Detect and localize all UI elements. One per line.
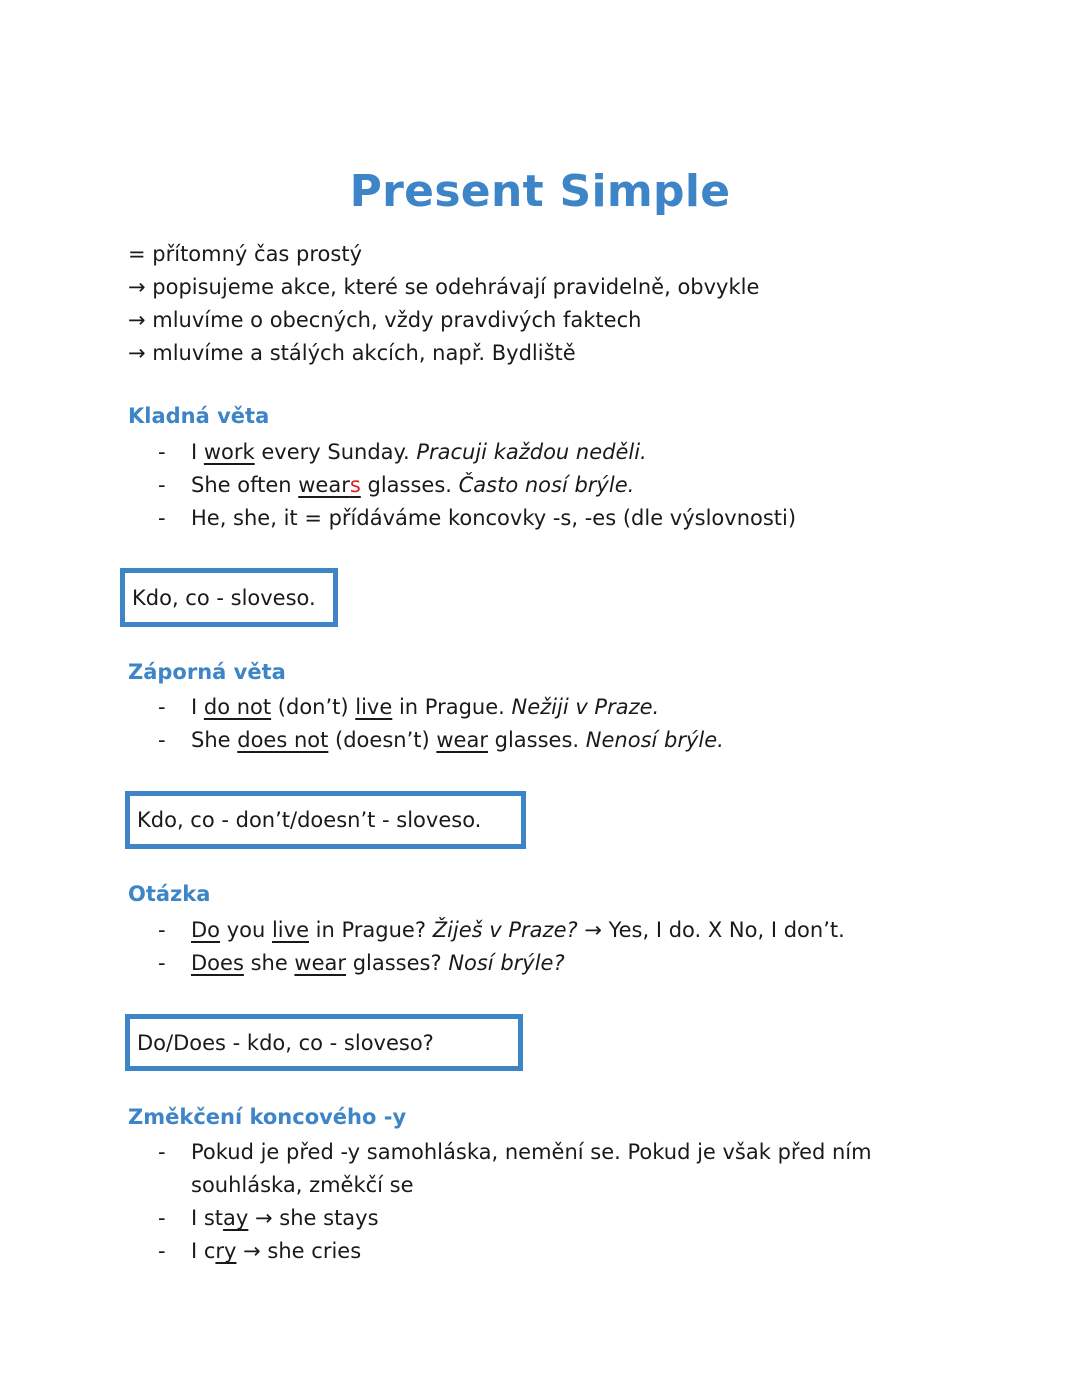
underlined-verb bbox=[298, 473, 361, 497]
example-text: in Prague? bbox=[309, 918, 433, 942]
example-text: → she stays bbox=[248, 1206, 379, 1230]
example-text: she bbox=[243, 951, 295, 975]
positive-examples bbox=[128, 436, 796, 535]
underlined-auxiliary: do not bbox=[203, 695, 272, 719]
verb-stem: wear bbox=[298, 473, 350, 497]
example-answer: → Yes, I do. X No, I don’t. bbox=[577, 918, 845, 942]
section-heading-negative: Záporná věta bbox=[128, 660, 286, 684]
rule-text: Pokud je před -y samohláska, nemění se. Pokud je však před ním bbox=[191, 1140, 872, 1164]
underlined-auxiliary: Do bbox=[191, 918, 221, 942]
rule-box-positive: Kdo, co - sloveso. bbox=[120, 568, 338, 627]
example-text: in Prague. bbox=[392, 695, 512, 719]
example-text: She often bbox=[191, 473, 299, 497]
bullet-dash: - bbox=[158, 1239, 166, 1263]
list-item bbox=[128, 502, 796, 535]
bullet-dash: - bbox=[158, 728, 166, 752]
list-item bbox=[128, 724, 724, 757]
translation: Nosí brýle? bbox=[448, 951, 565, 975]
list-item bbox=[128, 1202, 872, 1235]
negative-examples bbox=[128, 691, 724, 757]
bullet-dash: - bbox=[158, 506, 166, 530]
intro-definition: = přítomný čas prostý bbox=[128, 242, 363, 266]
example-text: every Sunday. bbox=[254, 440, 417, 464]
example-text: She bbox=[191, 728, 238, 752]
translation: Žiješ v Praze? bbox=[432, 918, 578, 942]
underlined-verb: work bbox=[203, 440, 255, 464]
list-item bbox=[128, 1235, 872, 1268]
bullet-dash: - bbox=[158, 473, 166, 497]
intro-block bbox=[128, 238, 759, 370]
bullet-dash: - bbox=[158, 951, 166, 975]
section-heading-question: Otázka bbox=[128, 882, 211, 906]
example-text: I bbox=[191, 440, 204, 464]
rule-box-negative: Kdo, co - don’t/doesn’t - sloveso. bbox=[125, 791, 526, 849]
example-text: (don’t) bbox=[271, 695, 356, 719]
list-item bbox=[128, 914, 845, 947]
example-text: glasses. bbox=[360, 473, 459, 497]
list-item bbox=[128, 691, 724, 724]
underlined-verb: wear bbox=[294, 951, 347, 975]
bullet-dash: - bbox=[158, 918, 166, 942]
rule-box-question: Do/Does - kdo, co - sloveso? bbox=[125, 1014, 523, 1071]
intro-point: → popisujeme akce, které se odehrávají pravidelně, obvykle bbox=[128, 275, 760, 299]
page-title: Present Simple bbox=[349, 166, 731, 217]
intro-point: → mluvíme a stálých akcích, např. Bydliště bbox=[128, 341, 576, 365]
translation: Nenosí brýle. bbox=[585, 728, 724, 752]
example-text: you bbox=[220, 918, 272, 942]
example-text: glasses? bbox=[346, 951, 449, 975]
bullet-dash: - bbox=[158, 1140, 166, 1164]
underlined-auxiliary: Does bbox=[191, 951, 244, 975]
intro-point: → mluvíme o obecných, vždy pravdivých faktech bbox=[128, 308, 642, 332]
example-text: I c bbox=[191, 1239, 216, 1263]
list-item bbox=[128, 436, 796, 469]
example-text: (doesn’t) bbox=[328, 728, 437, 752]
list-item bbox=[128, 947, 845, 980]
bullet-dash: - bbox=[158, 695, 166, 719]
underlined-auxiliary: does not bbox=[237, 728, 329, 752]
translation: Nežiji v Praze. bbox=[511, 695, 660, 719]
bullet-dash: - bbox=[158, 1206, 166, 1230]
translation: Často nosí brýle. bbox=[458, 473, 635, 497]
example-text: I bbox=[191, 695, 204, 719]
list-item bbox=[128, 469, 796, 502]
translation: Pracuji každou neděli. bbox=[416, 440, 647, 464]
underlined-ending: ry bbox=[215, 1239, 237, 1263]
example-text: He, she, it = přídáváme koncovky -s, -es (dle výslovnosti) bbox=[191, 506, 797, 530]
question-examples bbox=[128, 914, 845, 980]
underlined-verb: wear bbox=[436, 728, 488, 752]
example-text: → she cries bbox=[236, 1239, 362, 1263]
example-text: I st bbox=[191, 1206, 224, 1230]
underlined-verb: live bbox=[355, 695, 393, 719]
underlined-ending: ay bbox=[223, 1206, 249, 1230]
softening-examples bbox=[128, 1136, 872, 1268]
section-heading-positive: Kladná věta bbox=[128, 404, 270, 428]
bullet-dash: - bbox=[158, 440, 166, 464]
rule-text: souhláska, změkčí se bbox=[191, 1173, 414, 1197]
list-item bbox=[128, 1136, 872, 1202]
example-text: glasses. bbox=[487, 728, 586, 752]
section-heading-softening: Změkčení koncového -y bbox=[128, 1105, 407, 1129]
underlined-verb: live bbox=[271, 918, 309, 942]
verb-ending-highlight: s bbox=[349, 473, 361, 497]
